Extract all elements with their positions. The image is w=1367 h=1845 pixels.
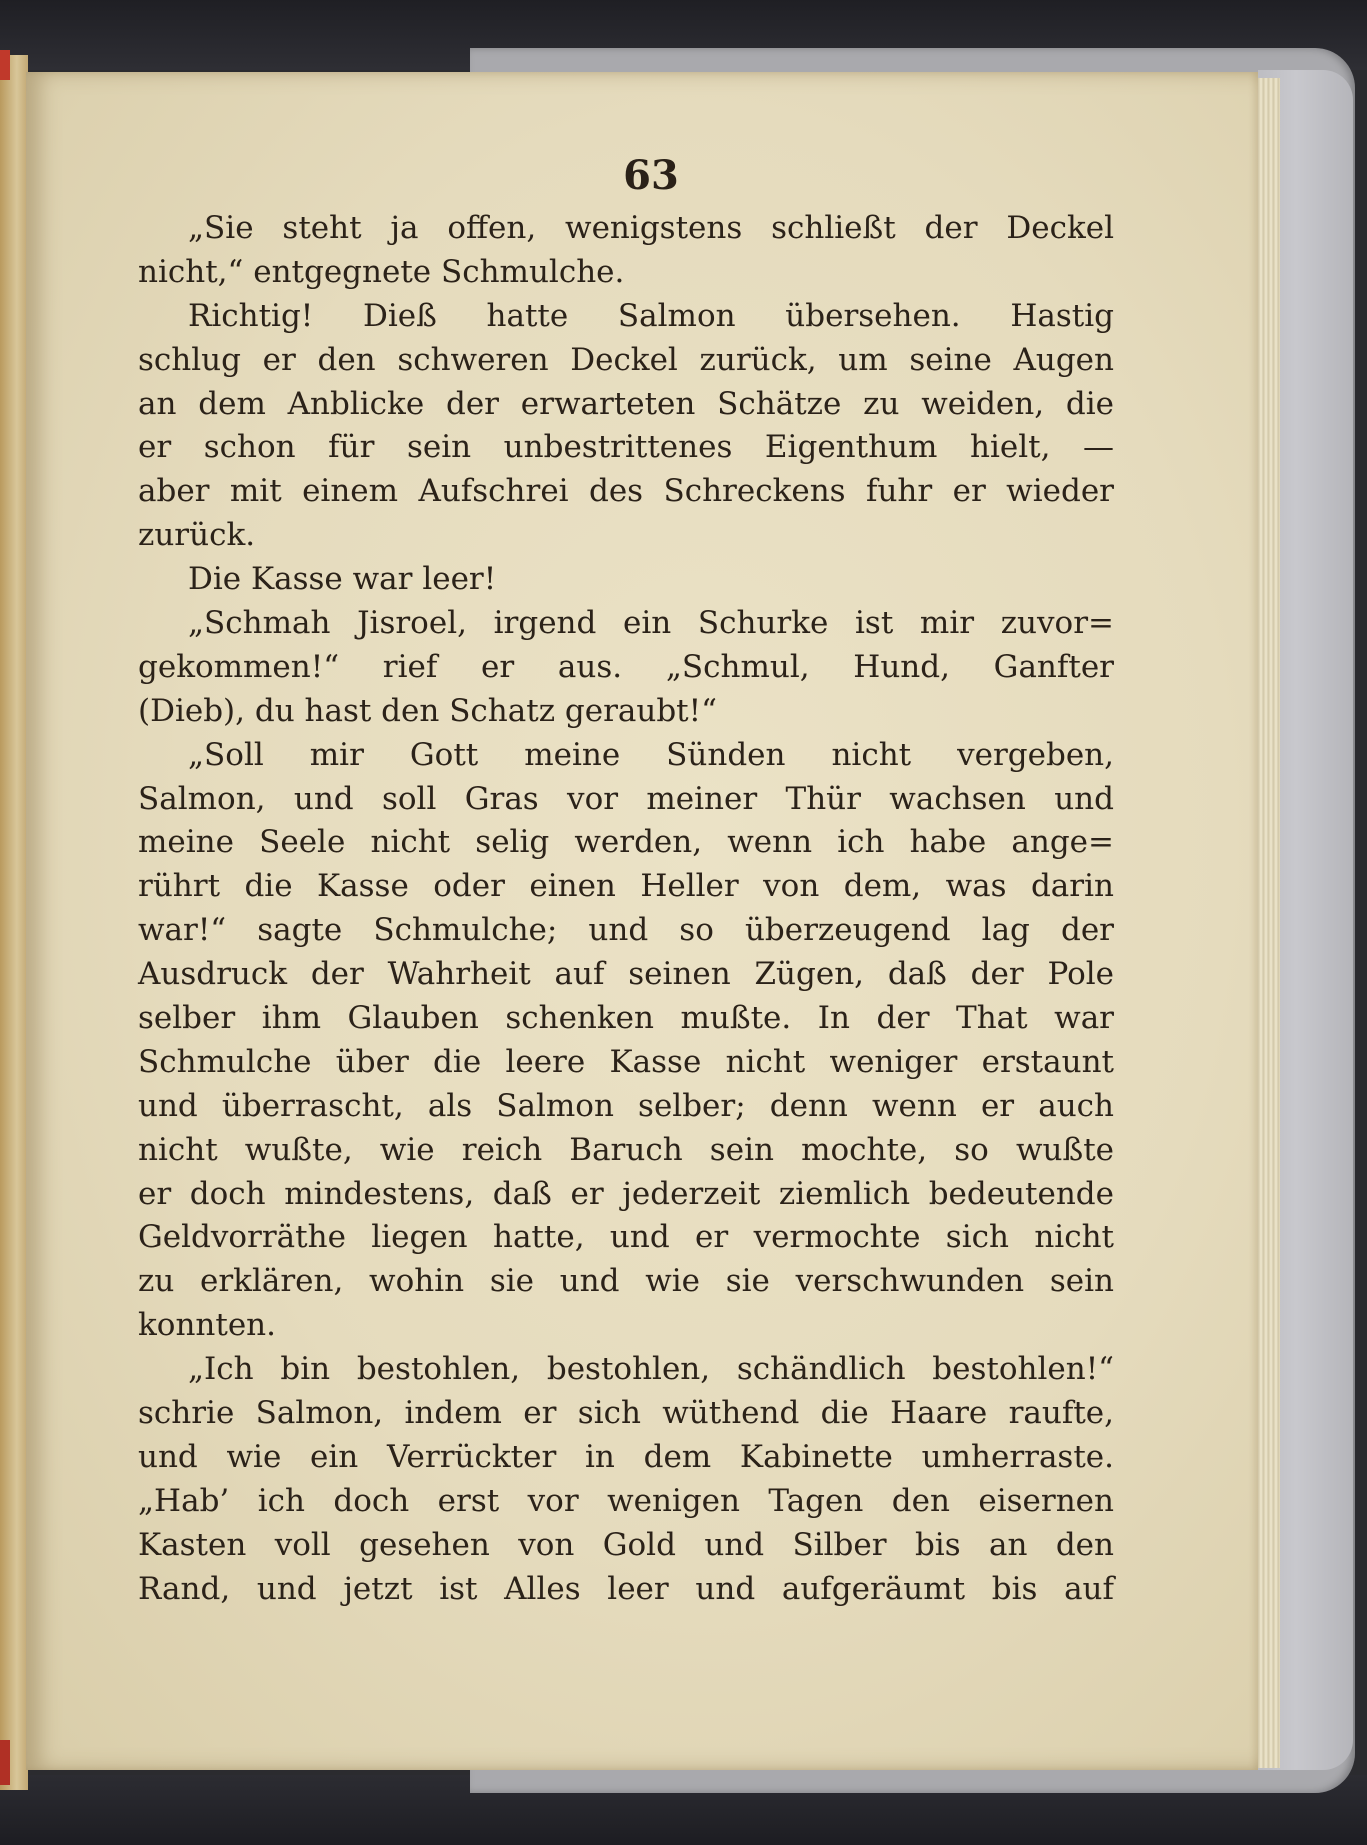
text-line: zurück. — [138, 517, 256, 554]
text-line: aber mit einem Aufschrei des Schreckens fuhr er wieder — [138, 473, 1114, 510]
text-line: an dem Anblicke der erwarteten Schätze zu weiden, die — [138, 385, 1114, 422]
text-line: Ausdruck der Wahrheit auf seinen Zügen, daß der Pole — [138, 956, 1114, 993]
text-line: „Soll mir Gott meine Sünden nicht vergeben, — [188, 736, 1114, 773]
text-line: und wie ein Verrückter in dem Kabinette umherraste. — [138, 1438, 1114, 1475]
text-line: Rand, und jetzt ist Alles leer und aufgeräumt bis auf — [138, 1570, 1114, 1607]
text-line: Salmon, und soll Gras vor meiner Thür wachsen und — [138, 780, 1114, 817]
left-page-edge — [0, 55, 28, 1790]
text-line: und überrascht, als Salmon selber; denn wenn er auch — [138, 1087, 1114, 1124]
text-line: Richtig! Dieß hatte Salmon übersehen. Hastig — [188, 297, 1114, 334]
text-line: Schmulche über die leere Kasse nicht weniger erstaunt — [138, 1043, 1114, 1080]
text-line: rührt die Kasse oder einen Heller von dem, was darin — [138, 868, 1114, 905]
text-line: schlug er den schweren Deckel zurück, um seine Augen — [138, 341, 1114, 378]
text-line: „Sie steht ja offen, wenigstens schließt der Deckel — [188, 210, 1114, 246]
text-line: meine Seele nicht selig werden, wenn ich habe ange= — [138, 824, 1114, 861]
text-line: war!“ sagte Schmulche; und so überzeugend lag der — [138, 912, 1114, 949]
text-line: schrie Salmon, indem er sich wüthend die Haare raufte, — [138, 1395, 1114, 1432]
text-line: „Hab’ ich doch erst vor wenigen Tagen den eisernen — [138, 1482, 1114, 1519]
bookmark-ribbon-end — [0, 1740, 10, 1785]
page-number: 63 — [623, 152, 679, 199]
text-line: Die Kasse war leer! — [188, 561, 497, 598]
text-line: (Dieb), du hast den Schatz geraubt!“ — [138, 692, 717, 729]
text-line: nicht wußte, wie reich Baruch sein mochte, so wußte — [138, 1131, 1114, 1168]
text-line: er doch mindestens, daß er jederzeit ziemlich bedeutende — [138, 1175, 1114, 1212]
page-text — [138, 207, 1114, 1612]
text-line: konnten. — [138, 1307, 277, 1344]
book-page — [26, 72, 1258, 1770]
bookmark-ribbon — [0, 50, 10, 80]
text-line: zu erklären, wohin sie und wie sie verschwunden sein — [138, 1263, 1114, 1300]
text-line: „Ich bin bestohlen, bestohlen, schändlich bestohlen!“ — [188, 1351, 1114, 1388]
text-line: nicht,“ entgegnete Schmulche. — [138, 253, 625, 290]
text-line: er schon für sein unbestrittenes Eigenthum hielt, — — [138, 429, 1114, 466]
text-line: selber ihm Glauben schenken mußte. In der That war — [138, 1000, 1114, 1037]
text-line: „Schmah Jisroel, irgend ein Schurke ist mir zuvor= — [188, 605, 1114, 642]
text-line: Kasten voll gesehen von Gold und Silber bis an den — [138, 1526, 1114, 1563]
text-line: Geldvorräthe liegen hatte, und er vermochte sich nicht — [138, 1219, 1114, 1256]
text-line: gekommen!“ rief er aus. „Schmul, Hund, Ganfter — [138, 648, 1114, 685]
